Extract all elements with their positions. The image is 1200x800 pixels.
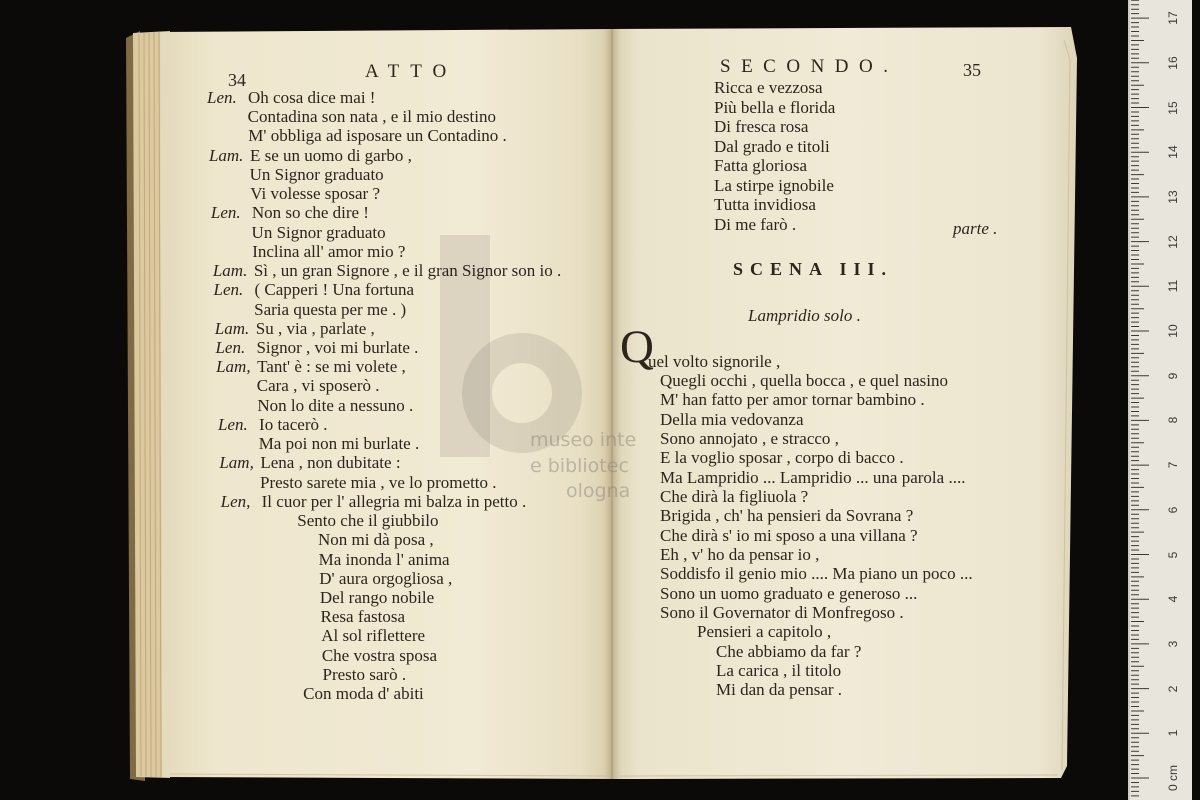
verse-line: Brigida , ch' ha pensieri da Sovrana ? xyxy=(660,506,914,526)
ruler-label: 5 xyxy=(1166,551,1180,558)
speaker-label: Len. xyxy=(213,280,244,300)
aria-line: Sento che il giubbilo xyxy=(297,511,439,531)
aria-line: Non mi dà posa , xyxy=(317,530,434,550)
verse-line: Un Signor graduato xyxy=(251,222,386,242)
ruler-label: 15 xyxy=(1166,100,1180,115)
aria-line: Dal grado e titoli xyxy=(714,136,830,156)
ruler-label: 7 xyxy=(1166,461,1180,469)
speaker-label: Lam. xyxy=(208,145,244,165)
aria-line: Pensieri a capitolo , xyxy=(697,622,832,642)
aria-line: Che vostra sposa xyxy=(321,645,438,665)
verse-line: uel volto signorile , xyxy=(648,351,781,371)
line-text: Sì , un gran Signore , e il gran Signor son io . xyxy=(253,261,562,281)
ruler-label: 10 xyxy=(1166,324,1180,338)
aria-line: La carica , il titolo xyxy=(716,661,842,681)
line-text: Oh cosa dice mai ! xyxy=(248,88,376,107)
aria-line: Mi dan da pensar . xyxy=(716,680,843,700)
ruler-label: 13 xyxy=(1166,190,1180,204)
speaker-label: Len, xyxy=(220,491,251,511)
line-text: Su , via , parlate , xyxy=(255,318,375,338)
aria-line: D' aura orgogliosa , xyxy=(319,568,453,588)
watermark-text: museo inte xyxy=(530,429,637,451)
aria-line: Ma inonda l' anima xyxy=(318,549,450,569)
running-head: ATTO xyxy=(365,61,458,82)
speaker-label: Len. xyxy=(215,337,246,357)
verse-line: M' obbliga ad isposare un Contadino . xyxy=(248,126,507,146)
dialogue-line xyxy=(215,338,418,357)
speaker-label: Lam. xyxy=(214,318,250,338)
speaker-label: Len. xyxy=(218,414,248,434)
page-number: 34 xyxy=(228,70,246,90)
verse-line: Non lo dite a nessuno . xyxy=(257,395,414,415)
ruler-label: 8 xyxy=(1166,417,1180,424)
verse-line: Soddisfo il genio mio .... Ma piano un poco ... xyxy=(660,564,973,584)
verse-line: Sono annojato , e stracco , xyxy=(660,428,839,448)
ruler-label: 0 cm xyxy=(1166,765,1180,792)
verse-line: Che dirà la figliuola ? xyxy=(660,486,809,506)
ruler-label: 4 xyxy=(1166,595,1180,603)
line-text: Lena , non dubitate : xyxy=(260,453,401,473)
ruler-label: 11 xyxy=(1166,280,1180,293)
verse-line: Saria questa per me . ) xyxy=(254,299,407,319)
dialogue-line xyxy=(209,146,412,165)
ruler-label: 3 xyxy=(1166,640,1180,648)
speaker-label: Lam, xyxy=(219,453,254,473)
verse-line: Eh , v' ho da pensar io , xyxy=(660,545,820,564)
dialogue-line xyxy=(219,453,400,472)
verse-line: Un Signor graduato xyxy=(249,164,384,184)
dialogue-line xyxy=(213,261,561,280)
dialogue-line xyxy=(207,88,375,107)
dialogue-line xyxy=(216,357,406,376)
speaker-label: Lam, xyxy=(216,357,251,377)
speaker-label: Len. xyxy=(207,88,237,107)
line-text: E se un uomo di garbo , xyxy=(249,145,412,165)
verse-line: Sono il Governator di Monfregoso . xyxy=(660,603,904,623)
line-text: Io tacerò . xyxy=(259,414,328,434)
dialogue-line xyxy=(211,203,369,222)
line-text: Tant' è : se mi volete , xyxy=(257,357,406,377)
line-text: Il cuor per l' allegria mi balza in petto . xyxy=(261,491,527,511)
verse-line: Ma poi non mi burlate . xyxy=(258,434,420,454)
stage-direction: parte . xyxy=(953,219,998,238)
ruler-label: 17 xyxy=(1166,11,1180,25)
line-text: Non so che dire ! xyxy=(251,203,369,223)
ruler-label: 16 xyxy=(1166,56,1180,70)
watermark-text: ologna xyxy=(566,480,631,502)
aria-line: Ricca e vezzosa xyxy=(714,78,823,97)
verse-line: Che dirà s' io mi sposo a una villana ? xyxy=(660,525,918,545)
verse-line: Vi volesse sposar ? xyxy=(250,184,381,204)
ruler-label: 6 xyxy=(1166,506,1180,514)
verse-line: E la voglio sposar , corpo di bacco . xyxy=(660,448,904,468)
aria-line: Tutta invidiosa xyxy=(714,195,816,215)
ruler-label: 1 xyxy=(1166,729,1180,737)
dialogue-line xyxy=(218,415,327,434)
aria-line: Resa fastosa xyxy=(320,607,406,627)
aria-line: Che abbiamo da far ? xyxy=(716,641,862,661)
dialogue-line xyxy=(214,280,415,299)
verse-line: Sono un uomo graduato e generoso ... xyxy=(660,583,918,603)
watermark-text: e bibliotec xyxy=(530,455,629,477)
dialogue-line xyxy=(221,492,527,511)
aria-line: Al sol riflettere xyxy=(321,626,426,646)
verse-line: Della mia vedovanza xyxy=(660,409,804,429)
aria-line: Presto sarò . xyxy=(322,664,407,684)
line-text: Signor , voi mi burlate . xyxy=(256,337,419,357)
verse-line: Cara , vi sposerò . xyxy=(256,376,380,396)
verse-line: Quegli occhi , quella bocca , e quel nasino xyxy=(660,370,948,390)
aria-line: La stirpe ignobile xyxy=(714,175,834,195)
ruler-label: 12 xyxy=(1166,234,1180,249)
line-text: ( Capperi ! Una fortuna xyxy=(254,280,415,300)
aria-line: Con moda d' abiti xyxy=(303,684,424,704)
verse-line: Presto sarete mia , ve lo prometto . xyxy=(260,472,497,492)
aria-line: Fatta gloriosa xyxy=(714,156,808,176)
aria-line: Di me farò . xyxy=(714,214,797,234)
speaker-label: Lam. xyxy=(212,261,248,281)
running-head: SECONDO. xyxy=(720,56,899,77)
aria-line: Di fresca rosa xyxy=(714,117,809,137)
aria-line: Del rango nobile xyxy=(319,587,435,607)
verse-line: Inclina all' amor mio ? xyxy=(252,241,406,261)
speaker-label: Len. xyxy=(210,203,241,223)
page-number: 35 xyxy=(963,60,981,80)
aria-line: Più bella e florida xyxy=(714,97,836,117)
drop-cap: Q xyxy=(620,321,654,373)
scene-heading: SCENA III. xyxy=(733,259,894,279)
scene-character: Lampridio solo . xyxy=(748,306,861,325)
ruler-label: 14 xyxy=(1166,145,1180,159)
verse-line: Ma Lampridio ... Lampridio ... una parola .... xyxy=(660,467,966,487)
verse-line: M' han fatto per amor tornar bambino . xyxy=(660,390,925,410)
dialogue-line xyxy=(215,319,375,338)
verse-line: Contadina son nata , e il mio destino xyxy=(247,107,496,127)
ruler-label: 2 xyxy=(1166,685,1180,692)
ruler-label: 9 xyxy=(1166,372,1180,380)
